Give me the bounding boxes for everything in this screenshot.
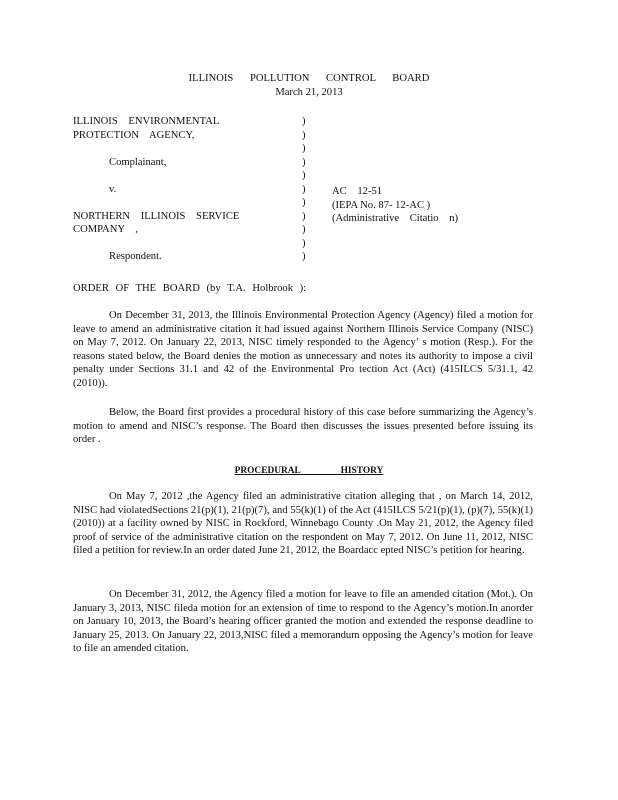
respondent-name-line1: NORTHERN ILLINOIS SERVICE (73, 210, 240, 222)
case-number: AC 12-51 (332, 186, 383, 197)
caption-paren: ) (302, 129, 306, 141)
caption-spacer (73, 196, 293, 210)
caption-spacer (73, 237, 293, 251)
paragraph-procedural-2: On December 31, 2012, the Agency filed a motion for leave to file an amended citation (Mot.). On January 3, 2013, NISC fileda motion for an extension of time to respond to the Agency’s motion.In anorder on January 10, 2013, the Board’s hearing officer granted the motion and extended the response deadline to January 25, 2013. On January 22, 2013,NISC filed a memorandum opposing the Agency’s motion for leave to file an amended citation. (73, 589, 533, 654)
document-header (0, 72, 618, 99)
board-name: ILLINOIS POLLUTION CONTROL BOARD (188, 73, 430, 84)
respondent-name-line2: COMPANY , (73, 224, 138, 235)
paragraph-overview: Below, the Board first provides a procedural history of this case before summarizing the Agency’s motion to amend and NISC’s response. The Board then discusses the issues presented before issuing its order . (73, 407, 533, 445)
caption-spacer (73, 169, 293, 183)
caption-paren: ) (302, 197, 306, 208)
caption-paren: ) (302, 237, 306, 249)
caption-paren: ) (302, 170, 306, 181)
paragraph-introduction: On December 31, 2013, the Illinois Environmental Protection Agency (Agency) filed a motion for leave to amend an administrative citation it had issued against Northern Illinois Service Company (NISC) on May 7, 2012. On January 22, 2013, NISC timely responded to the Agency’ s motion (Resp.). For the reasons stated below, the Board denies the motion as unnecessary and notes its authority to impose a civil penalty under Sections 31.1 and 42 of the Environmental Pro tection Act (Act) (415ILCS 5/31.1, 42 (2010)). (73, 310, 533, 389)
caption-paren: ) (302, 251, 306, 262)
caption-paren: ) (302, 183, 306, 195)
iepa-number: (IEPA No. 87- 12-AC ) (332, 199, 431, 211)
versus-label: v. (109, 183, 117, 195)
complainant-role: Complainant, (109, 156, 167, 168)
respondent-role: Respondent. (109, 251, 162, 262)
complainant-name-line1: ILLINOIS ENVIRONMENTAL (73, 116, 220, 127)
order-attribution: ORDER OF THE BOARD (by T.A. Holbrook ): (73, 283, 307, 294)
caption-parentheses (302, 115, 312, 264)
caption-paren: ) (302, 116, 306, 127)
caption-paren: ) (302, 224, 306, 235)
order-date: March 21, 2013 (275, 86, 343, 98)
paragraph-procedural-1: On May 7, 2012 ,the Agency filed an administrative citation alleging that , on March 14, 2012, NISC had violatedSections 21(p)(1), 21(p)(7), and 55(k)(1) of the Act (415ILCS 5/21(p)(1), (p)(7), 55(k)(1) (2010)) at a facility owned by NISC in Rockford, Winnebago County .On May 21, 2012, the Agency filed proof of service of the administrative citation on the respondent on May 7, 2012. On June 11, 2012, NISC filed a petition for review.In an order dated June 21, 2012, the Boardacc epted NISC’s petition for hearing. (73, 491, 533, 556)
section-heading-text: PROCEDURAL HISTORY (234, 466, 384, 476)
caption-paren: ) (302, 143, 306, 154)
caption-parties (73, 115, 293, 264)
complainant-name-line2: PROTECTION AGENCY, (73, 129, 195, 141)
section-heading (0, 465, 618, 479)
caption-paren: ) (302, 156, 306, 168)
caption-spacer (73, 142, 293, 156)
case-numbers (332, 185, 532, 226)
caption-paren: ) (302, 210, 306, 222)
citation-type: (Administrative Citatio n) (332, 213, 459, 224)
